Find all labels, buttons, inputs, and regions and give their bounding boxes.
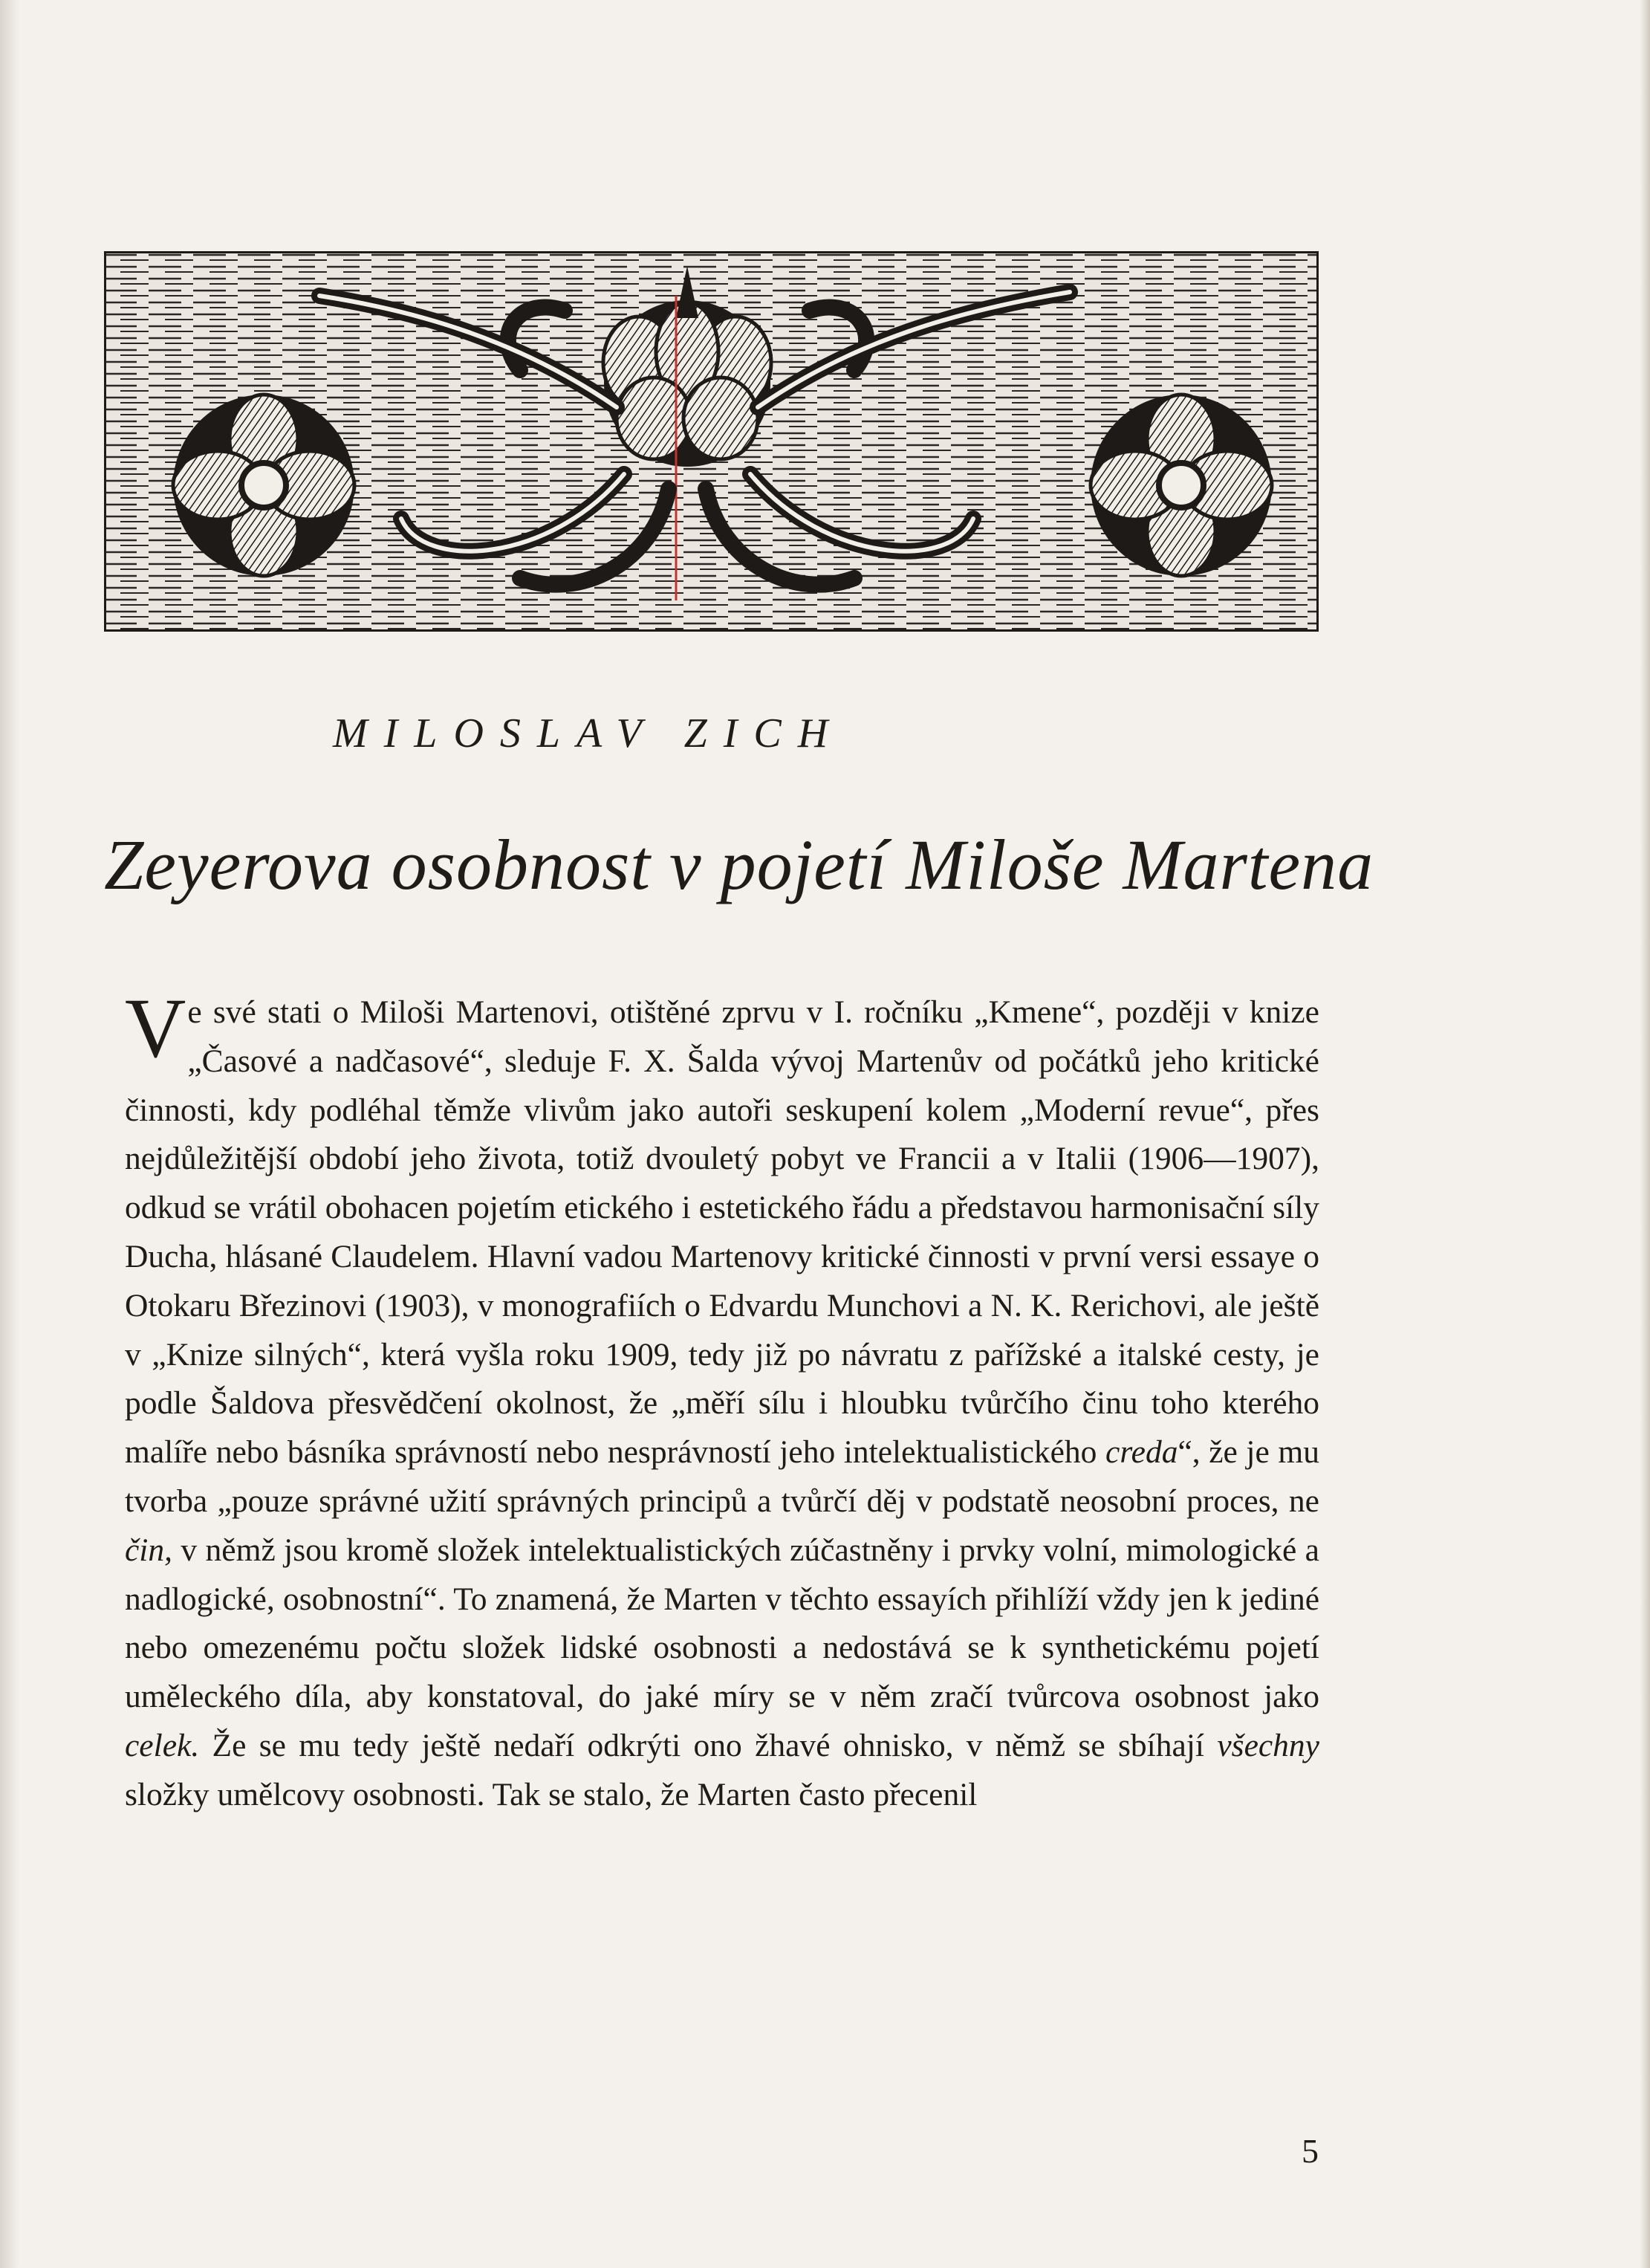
body-segment: “, že je mu tvorba „pouze správné užití správných principů a tvůrčí děj v podstatě neosobní proces, ne — [125, 1434, 1319, 1519]
drop-cap: V — [125, 981, 186, 1075]
woodcut-ornament-svg — [104, 251, 1319, 632]
body-segment: složky umělcovy osobnosti. Tak se stalo, že Marten často přecenil — [125, 1776, 978, 1812]
article-title: Zeyerova osobnost v pojetí Miloše Martena — [104, 825, 1374, 904]
body-paragraph — [125, 981, 1319, 1820]
page-edge-right — [1640, 0, 1650, 2268]
body-segment-italic: celek. — [125, 1727, 200, 1763]
ornament-left-flower — [173, 395, 354, 576]
body-segment: v němž jsou kromě složek intelektualistických zúčastněny i prvky volní, mimologické a nadlogické, osobnostní“. To znamená, že Marten v těchto essayích přihlíží vždy jen k jediné nebo omezenému počtu složek lidské osobnosti a nedostává se k synthetickému pojetí uměleckého díla, aby konstatoval, do jaké míry se v něm zračí tvůrcova osobnost jako — [125, 1532, 1319, 1715]
body-segment-italic: všechny — [1217, 1727, 1319, 1763]
body-segment-italic: creda — [1105, 1434, 1178, 1471]
body-segment-italic: čin, — [125, 1532, 173, 1568]
author-name: MILOSLAV ZICH — [333, 710, 845, 756]
ornament-right-flower — [1091, 395, 1272, 576]
body-segment: Že se mu tedy ještě nedaří odkrýti ono žhavé ohnisko, v němž se sbíhají — [199, 1727, 1218, 1763]
body-segment: e své stati o Miloši Martenovi, otištěné zprvu v I. ročníku „Kmene“, později v knize „Časové a nadčasové“, sleduje F. X. Šalda vývoj Martenův od počátků jeho kritické činnosti, kdy podléhal těmže vlivům jako autoři seskupení kolem „Moderní revue“, přes nejdůležitější období jeho života, totiž dvouletý pobyt ve Francii a v Italii (1906—1907), odkud se vrátil obohacen pojetím etického i estetického řádu a představou harmonisační síly Ducha, hlásané Claudelem. Hlavní vadou Martenovy kritické činnosti v první versi essaye o Otokaru Březinovi (1903), v monografiích o Edvardu Munchovi a N. K. Rerichovi, ale ještě v „Knize silných“, která vyšla roku 1909, tedy již po návratu z pařížské a italské cesty, je podle Šaldova přesvědčení okolnost, že „měří sílu i hloubku tvůrčího činu toho kterého malíře nebo básníka správností nebo nesprávností jeho intelektualistického — [125, 994, 1319, 1471]
page-number: 5 — [1302, 2132, 1319, 2170]
woodcut-ornament — [104, 251, 1319, 632]
page-shadow-left — [0, 0, 19, 2268]
